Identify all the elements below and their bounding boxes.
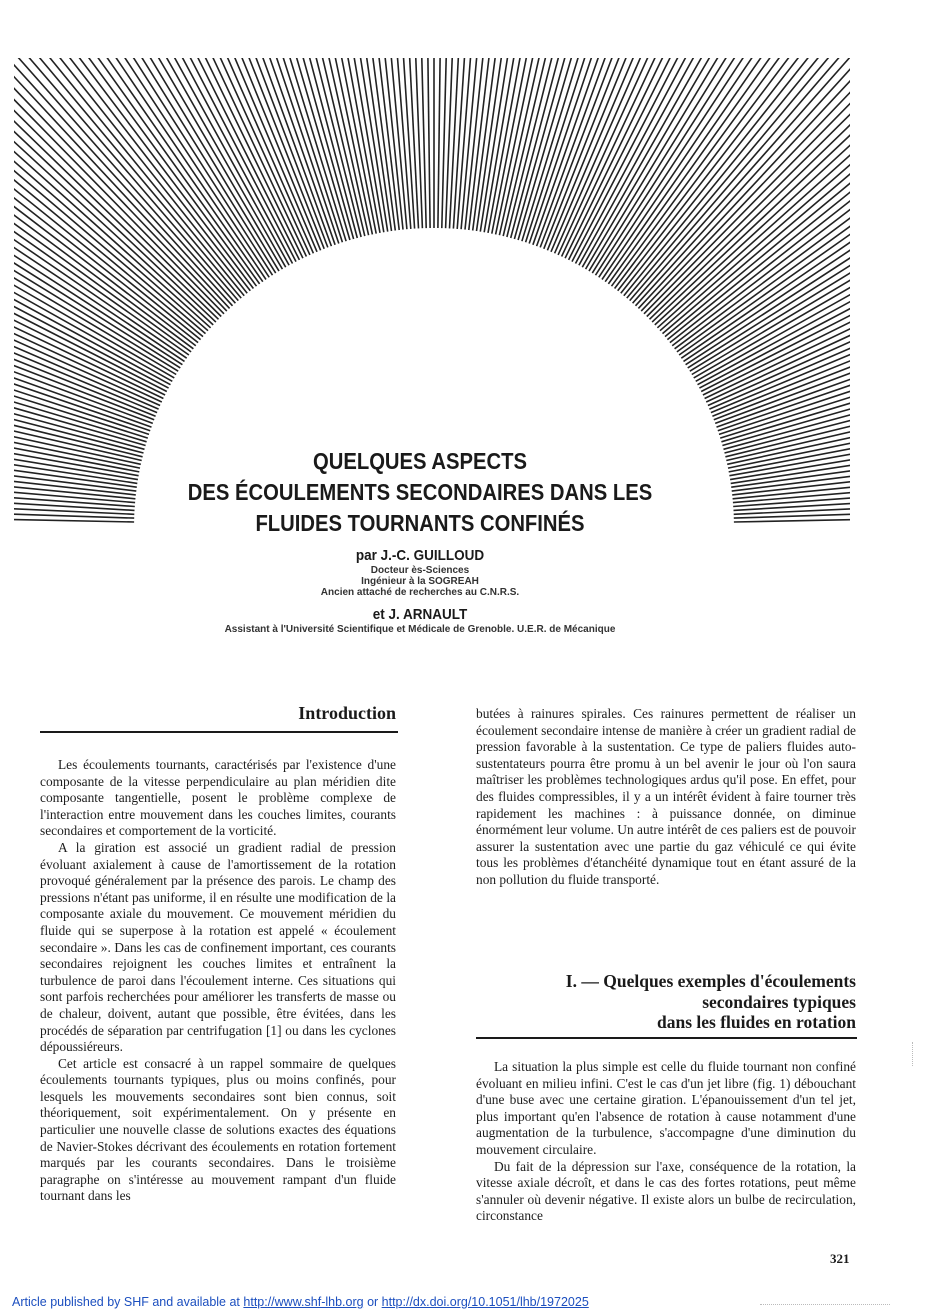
- second-author-affiliation: Assistant à l'Université Scientifique et Médicale de Grenoble. U.E.R. de Mécanique: [224, 624, 616, 635]
- first-author-affiliation-1: Docteur ès-Sciences: [370, 565, 470, 576]
- introduction-paragraph-2: A la giration est associé un gradient radial de pression évoluant axialement à cause de l'amortissement de la rotation provoqué généralement par la présence des parois. Le champ des pressions n'étant pas uniforme, il en résulte une modification de la composante axiale du mouvement. Ce mouvement méridien du fluide qui se superpose à la rotation est appelé « écoulement secondaire ». Dans les cas de confinement important, ces courants secondaires rejoignent les couches limites et entraînent la turbulence de paroi dans l'écoulement interne. Ces situations qui sont parfois recherchées pour améliorer les transferts de masse ou de chaleur, doivent, autant que possible, être évitées, dans les procédés de séparation par centrifugation [1] ou dans les cyclones dépoussiéreurs.: [40, 839, 396, 1055]
- section-1-heading-line-2: secondaires typiques: [702, 991, 856, 1012]
- left-column: [40, 757, 396, 1205]
- scan-bottom-marks: [760, 1304, 890, 1306]
- right-column-continuation: [476, 706, 856, 889]
- introduction-heading-rule: [40, 731, 398, 733]
- second-author: et J. ARNAULT: [372, 606, 468, 623]
- article-title-block: [150, 446, 690, 635]
- first-author-affiliation-3: Ancien attaché de recherches au C.N.R.S.: [320, 587, 520, 598]
- section-1-heading-rule: [476, 1037, 857, 1039]
- section-1-heading-line-3: dans les fluides en rotation: [656, 1012, 856, 1032]
- publication-footer: [12, 1295, 589, 1309]
- footer-link-shf[interactable]: http://www.shf-lhb.org: [243, 1295, 364, 1309]
- section-1-paragraph-2: Du fait de la dépression sur l'axe, conséquence de la rotation, la vitesse axiale décroît, et dans le cas des fortes rotations, peut même s'annuler où devenir négative. Il existe alors un bulbe de recirculation, circonstance: [476, 1158, 856, 1224]
- scan-margin-marks: [912, 1042, 915, 1066]
- section-1-paragraph-1: La situation la plus simple est celle du fluide tournant non confiné évoluant en milieu infini. C'est le cas d'un jet libre (fig. 1) débouchant d'une buse avec une certaine giration. L'épanouissement d'un tel jet, plus important qu'en l'absence de rotation à cause notamment d'une augmentation de la turbulence, s'accompagne d'une diminution du mouvement circulaire.: [476, 1059, 856, 1157]
- footer-link-doi[interactable]: http://dx.doi.org/10.1051/lhb/1972025: [381, 1295, 589, 1309]
- footer-prefix: Article published by SHF and available at: [12, 1295, 244, 1309]
- first-author-affiliation-2: Ingénieur à la SOGREAH: [361, 576, 479, 587]
- introduction-paragraph-1: Les écoulements tournants, caractérisés par l'existence d'une composante de la vitesse perpendiculaire au plan méridien dite composante tangentielle, posent le problème complexe de l'interaction entre mouvement dans les couches limites, courants secondaires et comportement de la vorticité.: [40, 757, 396, 839]
- right-column-continued-paragraph: butées à rainures spirales. Ces rainures permettent de réaliser un écoulement secondaire intense de manière à créer un gradient radial de pression favorable à la sustentation. Ce type de paliers fluides auto-sustentateurs pourra être promu à un bel avenir le jour où l'on saura maîtriser les problèmes technologiques ardus qu'il pose. En effet, pour des fluides compressibles, il y a un intérêt évident à faire tourner très rapidement les machines : à puissance donnée, on diminue énormément leur volume. Un autre intérêt de ces paliers est de pouvoir assurer la sustentation avec une partie du gaz véhiculé ce qui évite tous les problèmes d'étanchéité dynamique tout en étant assuré de la non pollution du fluide transporté.: [476, 706, 857, 887]
- article-title-line-3: FLUIDES TOURNANTS CONFINÉS: [255, 510, 585, 536]
- footer-middle: or: [363, 1295, 382, 1309]
- first-author: par J.-C. GUILLOUD: [355, 547, 485, 564]
- article-title-line-2: DES ÉCOULEMENTS SECONDAIRES DANS LES: [187, 479, 653, 505]
- introduction-paragraph-3: Cet article est consacré à un rappel sommaire de quelques écoulements tournants typiques, plus ou moins confinés, pour lesquels les mouvements secondaires sont bien connus, soit théoriquement, soit expérimentalement. On y présente en particulier une nouvelle classe de solutions exactes des équations de Navier-Stokes décrivant des écoulements en rotation fortement marqués par les courants secondaires. Dans le troisième paragraphe on s'intéresse au mouvement rampant d'un fluide tournant dans les: [40, 1055, 396, 1204]
- section-1-heading-line-1: I. — Quelques exemples d'écoulements: [565, 971, 856, 991]
- article-title-line-1: QUELQUES ASPECTS: [312, 448, 528, 474]
- section-1-heading: [476, 971, 856, 1033]
- page-number: 321: [830, 1251, 850, 1266]
- section-1-body: [476, 1059, 856, 1225]
- introduction-heading: Introduction: [298, 703, 396, 723]
